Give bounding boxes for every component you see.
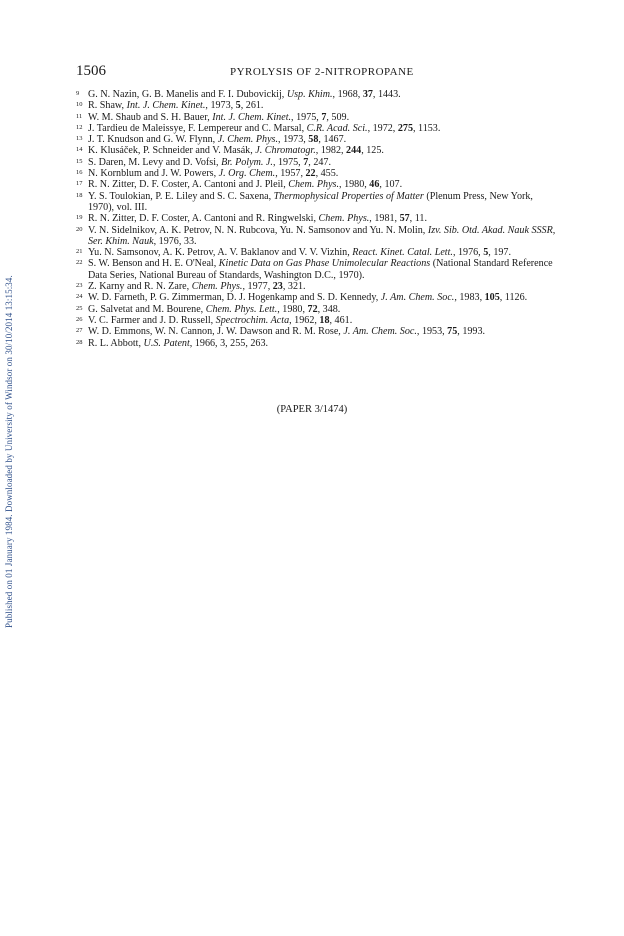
reference-item [76, 213, 556, 224]
journal-title: React. Kinet. Catal. Lett. [352, 247, 453, 259]
reference-item [76, 112, 556, 123]
reference-text: , 1976, 33. [153, 235, 197, 247]
reference-text: R. Shaw, [88, 100, 127, 112]
reference-number: 28 [76, 338, 83, 346]
reference-text: W. M. Shaub and S. H. Bauer, [88, 111, 213, 123]
reference-item [76, 326, 556, 337]
reference-number: 23 [76, 282, 83, 290]
reference-text: W. D. Emmons, W. N. Cannon, J. W. Dawson and R. M. Rose, [88, 326, 344, 338]
reference-text: N. Kornblum and J. W. Powers, [88, 168, 219, 180]
reference-number: 18 [76, 191, 83, 199]
volume-number: 58 [308, 134, 319, 146]
volume-number: 75 [447, 326, 458, 338]
reference-text: V. C. Farmer and J. D. Russell, [88, 314, 216, 326]
journal-title: U.S. Patent [143, 337, 190, 349]
reference-number: 27 [76, 327, 83, 335]
reference-text: , 11. [409, 213, 427, 225]
journal-title: Chem. Phys. [191, 281, 243, 293]
reference-number: 10 [76, 101, 83, 109]
volume-number: 275 [397, 122, 413, 134]
reference-number: 22 [76, 259, 83, 267]
journal-title: J. Chromatogr. [255, 145, 316, 157]
reference-list [76, 89, 556, 349]
download-watermark [0, 0, 22, 936]
reference-text: Z. Karny and R. N. Zare, [88, 281, 192, 293]
journal-title: J. Am. Chem. Soc. [343, 326, 417, 338]
reference-number: 13 [76, 135, 83, 143]
reference-item [76, 191, 556, 214]
reference-text: , 1993. [457, 326, 486, 338]
volume-number: 244 [346, 145, 362, 157]
reference-item [76, 100, 556, 111]
volume-number: 72 [307, 303, 318, 315]
reference-text: , 348. [317, 303, 341, 315]
reference-text: , 1953, [416, 326, 448, 338]
reference-text: , 1983, [454, 292, 485, 304]
volume-number: 37 [362, 89, 373, 100]
volume-number: 18 [319, 314, 330, 326]
reference-text: , 1975, [291, 111, 322, 123]
volume-number: 5 [483, 247, 489, 259]
reference-text: , 1962, [289, 314, 320, 326]
page-number: 1506 [76, 63, 106, 79]
reference-text: , 1975, [272, 156, 304, 168]
reference-text: , 197. [488, 247, 511, 259]
reference-text: , 1126. [499, 292, 528, 304]
volume-number: 7 [321, 111, 327, 123]
reference-number: 17 [76, 180, 83, 188]
volume-number: 46 [369, 179, 380, 191]
reference-item [76, 89, 556, 100]
reference-item [76, 315, 556, 326]
journal-title: Br. Polym. J. [221, 156, 273, 168]
reference-text: , 509. [326, 111, 350, 123]
reference-item [76, 225, 556, 248]
reference-item [76, 338, 556, 349]
download-watermark-text: Published on 01 January 1984. Downloaded by University of Windsor on 30/10/2014 13:15:34. [4, 275, 14, 628]
journal-title: J. Am. Chem. Soc. [380, 292, 455, 304]
reference-text: R. L. Abbott, [88, 337, 144, 349]
journal-title: Chem. Phys. [288, 179, 340, 191]
reference-text: , 1957, [275, 168, 306, 180]
reference-text: , 1976, [452, 247, 484, 259]
reference-text: G. Salvetat and M. Bourene, [88, 303, 206, 315]
reference-number: 26 [76, 315, 83, 323]
reference-text: , 1982, [315, 145, 347, 157]
reference-number: 16 [76, 169, 83, 177]
reference-text: S. Daren, M. Levy and D. Vofsi, [88, 156, 222, 168]
reference-number: 12 [76, 123, 83, 131]
running-title: PYROLYSIS OF 2-NITROPROPANE [230, 66, 414, 78]
reference-item [76, 123, 556, 134]
reference-text: , 107. [379, 179, 403, 191]
reference-text: J. T. Knudson and G. W. Flynn, [88, 134, 218, 146]
reference-text: K. Klusáček, P. Schneider and V. Masák, [88, 145, 256, 157]
reference-number: 19 [76, 214, 83, 222]
reference-text: V. N. Sidelnikov, A. K. Petrov, N. N. Rubcova, Yu. N. Samsonov and Yu. N. Molin, [88, 224, 428, 236]
reference-text: , 1443. [372, 89, 401, 100]
page-header [76, 63, 576, 81]
reference-number: 24 [76, 293, 83, 301]
journal-title: Izv. Sib. Otd. Akad. Nauk SSSR, Ser. Khim. Nauk [88, 224, 556, 247]
reference-item [76, 247, 556, 258]
journal-title: J. Org. Chem. [218, 168, 276, 180]
reference-item [76, 281, 556, 292]
reference-number: 20 [76, 225, 83, 233]
reference-text: , 1977, [242, 281, 273, 293]
reference-text: (Plenum Press, New York, 1970), vol. III. [88, 190, 533, 213]
journal-title: Int. J. Chem. Kinet. [212, 111, 292, 123]
reference-item [76, 258, 556, 281]
reference-text: , 261. [240, 100, 264, 112]
reference-text: Yu. N. Samsonov, A. K. Petrov, A. V. Baklanov and V. V. Vizhin, [88, 247, 353, 259]
reference-text: R. N. Zitter, D. F. Coster, A. Cantoni and J. Pleil, [88, 179, 289, 191]
reference-text: W. D. Farneth, P. G. Zimmerman, D. J. Hogenkamp and S. D. Kennedy, [88, 292, 381, 304]
volume-number: 23 [272, 281, 283, 293]
reference-text: J. Tardieu de Maleissye, F. Lempereur and C. Marsal, [88, 122, 307, 134]
volume-number: 7 [303, 156, 309, 168]
reference-text: , 1968, [332, 89, 363, 100]
reference-item [76, 304, 556, 315]
journal-title: Usp. Khim. [286, 89, 333, 100]
journal-title: C.R. Acad. Sci. [306, 122, 368, 134]
reference-text: , 1980, [277, 303, 308, 315]
volume-number: 22 [305, 168, 316, 180]
reference-item [76, 134, 556, 145]
reference-text: , 1981, [369, 213, 400, 225]
reference-item [76, 157, 556, 168]
volume-number: 5 [235, 100, 241, 112]
reference-item [76, 292, 556, 303]
reference-text: , 321. [282, 281, 306, 293]
journal-title: Thermophysical Properties of Matter [273, 190, 424, 202]
reference-number: 25 [76, 304, 83, 312]
reference-number: 21 [76, 248, 83, 256]
reference-text: , 1972, [367, 122, 398, 134]
journal-title: Spectrochim. Acta [215, 314, 290, 326]
paper-code: (PAPER 3/1474) [276, 404, 348, 415]
reference-text: , 1153. [412, 122, 441, 134]
reference-item [76, 168, 556, 179]
reference-item [76, 145, 556, 156]
reference-text: , 1980, [339, 179, 370, 191]
reference-text: , 125. [361, 145, 384, 157]
reference-number: 9 [76, 90, 80, 97]
reference-number: 11 [76, 112, 83, 120]
volume-number: 105 [484, 292, 500, 304]
reference-text: , 455. [315, 168, 339, 180]
reference-text: , 247. [308, 156, 331, 168]
reference-text: , 1973, [278, 134, 309, 146]
journal-title: Int. J. Chem. Kinet. [126, 100, 206, 112]
reference-text: R. N. Zitter, D. F. Coster, A. Cantoni and R. Ringwelski, [88, 213, 319, 225]
reference-text: , 461. [329, 314, 353, 326]
journal-title: J. Chem. Phys. [217, 134, 279, 146]
reference-text: , 1973, [205, 100, 236, 112]
reference-text: Y. S. Toulokian, P. E. Liley and S. C. Saxena, [88, 190, 274, 202]
journal-title: Chem. Phys. [318, 213, 370, 225]
reference-text: S. W. Benson and H. E. O'Neal, [88, 258, 219, 270]
volume-number: 57 [399, 213, 410, 225]
reference-text: , 1467. [318, 134, 347, 146]
reference-number: 14 [76, 146, 83, 154]
reference-item [76, 179, 556, 190]
reference-text: G. N. Nazin, G. B. Manelis and F. I. Dubovickij, [88, 89, 287, 100]
reference-text: , 1966, 3, 255, 263. [189, 337, 269, 349]
journal-title: Kinetic Data on Gas Phase Unimolecular Reactions [218, 258, 431, 270]
journal-title: Chem. Phys. Lett. [205, 303, 278, 315]
reference-number: 15 [76, 157, 83, 165]
reference-text: (National Standard Reference Data Series, National Bureau of Standards, Washington D.C., 1970). [88, 258, 553, 281]
